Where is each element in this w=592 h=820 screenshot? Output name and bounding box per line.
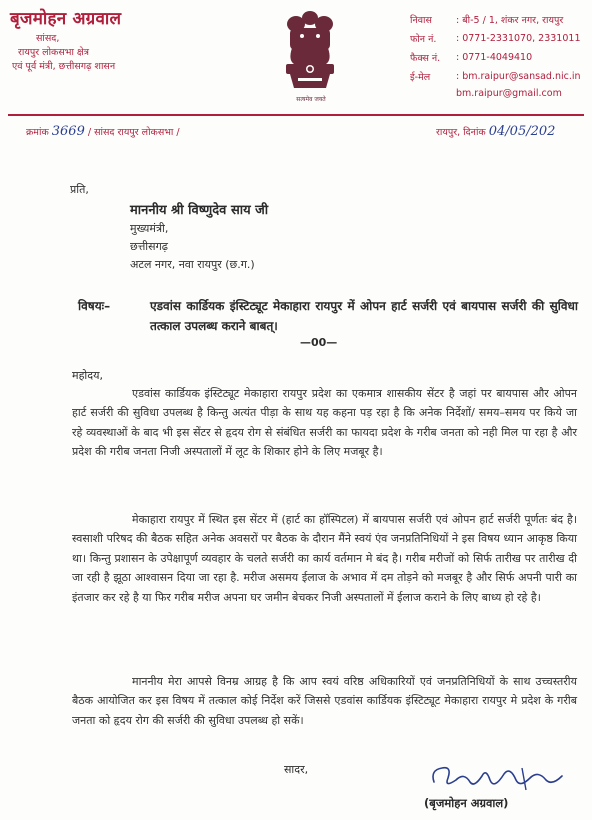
contact-row-fax bbox=[410, 48, 592, 67]
subject-block bbox=[78, 296, 578, 336]
contact-key: फैक्स नं. bbox=[410, 53, 441, 64]
recipient-name: माननीय श्री विष्णुदेव साय जी bbox=[130, 203, 269, 218]
contact-value: : bm.raipur@sansad.nic.in bbox=[456, 71, 581, 82]
date-label: रायपुर, दिनांक bbox=[436, 127, 486, 138]
letterhead-constituency: रायपुर लोकसभा क्षेत्र bbox=[18, 47, 89, 58]
contact-value: : 0771-2331070, 2331011 bbox=[456, 33, 581, 44]
paragraph-text: एडवांस कार्डियक इंस्टिट्यूट मेकाहारा रायपुर प्रदेश का एकमात्र शासकीय सेंटर है जहां पर बायपास और ओपन हार्ट सर्जरी की सुविधा उपलब्ध है किन्तु अत्यंत पीड़ा के साथ यह कहना पड़ रहा है कि अनेक निर्देशों/ समय–समय पर किये जा रहे व्यवस्थाओं के बाद भी इस सेंटर से हृदय रोग से संबंधित सर्जरी का फायदा प्रदेश के गरीब जनता को नही मिल पा रहा है और प्रदेश की गरीब जनता निजी अस्पतालों में लूट के शिकार होने के लिए मजबूर है। bbox=[72, 387, 577, 459]
signatory-name: (बृजमोहन अग्रवाल) bbox=[424, 796, 509, 810]
contact-key: ई-मेल bbox=[410, 72, 431, 83]
letterhead-left bbox=[10, 6, 230, 74]
contact-row-email2 bbox=[410, 86, 592, 100]
prati-label: प्रति, bbox=[70, 183, 89, 196]
reference-line bbox=[26, 124, 180, 139]
letterhead-divider bbox=[8, 114, 584, 116]
subject-text: एडवांस कार्डियक इंस्टिट्यूट मेकाहारा रायपुर में ओपन हार्ट सर्जरी एवं बायपास सर्जरी की सुविधा तत्काल उपलब्ध कराने बाबत्। bbox=[150, 299, 578, 333]
contact-value: : 0771-4049410 bbox=[456, 52, 533, 63]
paragraph-text: मेकाहारा रायपुर में स्थित इस सेंटर में (हार्ट का हॉस्पिटल) में बायपास सर्जरी एवं ओपन हार्ट सर्जरी पूर्णतः बंद है। स्वसाशी परिषद की बैठक सहित अनेक अवसरों पर बैठक के दौरान मैंने स्वयं एंव जनप्रतिनिधियों ने इस विषय ध्यान आकृष्ठ किया था। किन्तु प्रशासन के उपेक्षापूर्ण व्यवहार के चलते सर्जरी का कार्य वर्तमान मे बंद है। गरीब मरीजों को सिर्फ तारीख पर तारीख दी जा रही है झूठा आश्वासन दिया जा रहा है. मरीज असमय ईलाज के अभाव में दम तोड़ने को मजबूर है और सिर्फ अपनी पारी का इंतजार कर रहे है या फिर गरीब मरीज अपना घर जमीन बेचकर निजी अस्पतालों में ईलाज कराने के लिए बाध्य हो रहे है। bbox=[72, 513, 577, 604]
salutation: महोदय, bbox=[72, 369, 103, 382]
contact-row-address bbox=[410, 10, 592, 29]
recipient-line: अटल नगर, नवा रायपुर (छ.ग.) bbox=[130, 258, 255, 271]
date-value: 04/05/202 bbox=[488, 124, 556, 139]
closing: सादर, bbox=[284, 763, 309, 776]
handwritten-signature bbox=[426, 760, 576, 796]
paragraph-text: माननीय मेरा आपसे विनम्र आग्रह है कि आप स्वयं वरिष्ठ अधिकारियों एवं जनप्रतिनिधियों के साथ उच्चस्तरीय बैठक आयोजित कर इस विषय में तत्काल कोई निर्देश करें जिससे एडवांस कार्डियक इंस्टिट्यूट मेकाहारा रायपुर मे प्रदेश के गरीब जनता को हृदय रोग की सर्जरी की सुविधा उपलब्ध हो सकें। bbox=[72, 675, 577, 727]
recipient-line: मुख्यमंत्री, bbox=[130, 222, 169, 235]
reference-suffix: / सांसद रायपुर लोकसभा / bbox=[87, 127, 180, 138]
contact-row-phone bbox=[410, 29, 592, 48]
body-paragraph bbox=[72, 510, 577, 607]
emblem-caption: सत्यमेव जयते bbox=[296, 96, 326, 103]
subject-label: विषयः– bbox=[78, 299, 111, 313]
contact-key: फोन नं. bbox=[410, 34, 437, 45]
contact-value: bm.raipur@gmail.com bbox=[456, 87, 562, 99]
contact-row-email bbox=[410, 67, 592, 86]
contact-key: निवास bbox=[410, 15, 432, 26]
subject-separator: —00— bbox=[300, 336, 338, 349]
letterhead-former-post: एवं पूर्व मंत्री, छत्तीसगढ़ शासन bbox=[12, 61, 116, 72]
letterhead-name: बृजमोहन अग्रवाल bbox=[10, 9, 122, 29]
recipient-line: छत्तीसगढ़ bbox=[130, 240, 168, 253]
reference-prefix: क्रमांक bbox=[26, 127, 49, 138]
letterhead-title: सांसद, bbox=[36, 33, 60, 44]
letterhead-contacts bbox=[410, 10, 592, 100]
body-paragraph bbox=[72, 672, 577, 730]
date-line bbox=[436, 124, 555, 139]
body-paragraph bbox=[72, 384, 577, 462]
national-emblem-icon bbox=[280, 8, 340, 100]
contact-value: : बी-5 / 1, शंकर नगर, रायपुर bbox=[456, 15, 564, 26]
reference-number: 3669 bbox=[51, 124, 85, 139]
